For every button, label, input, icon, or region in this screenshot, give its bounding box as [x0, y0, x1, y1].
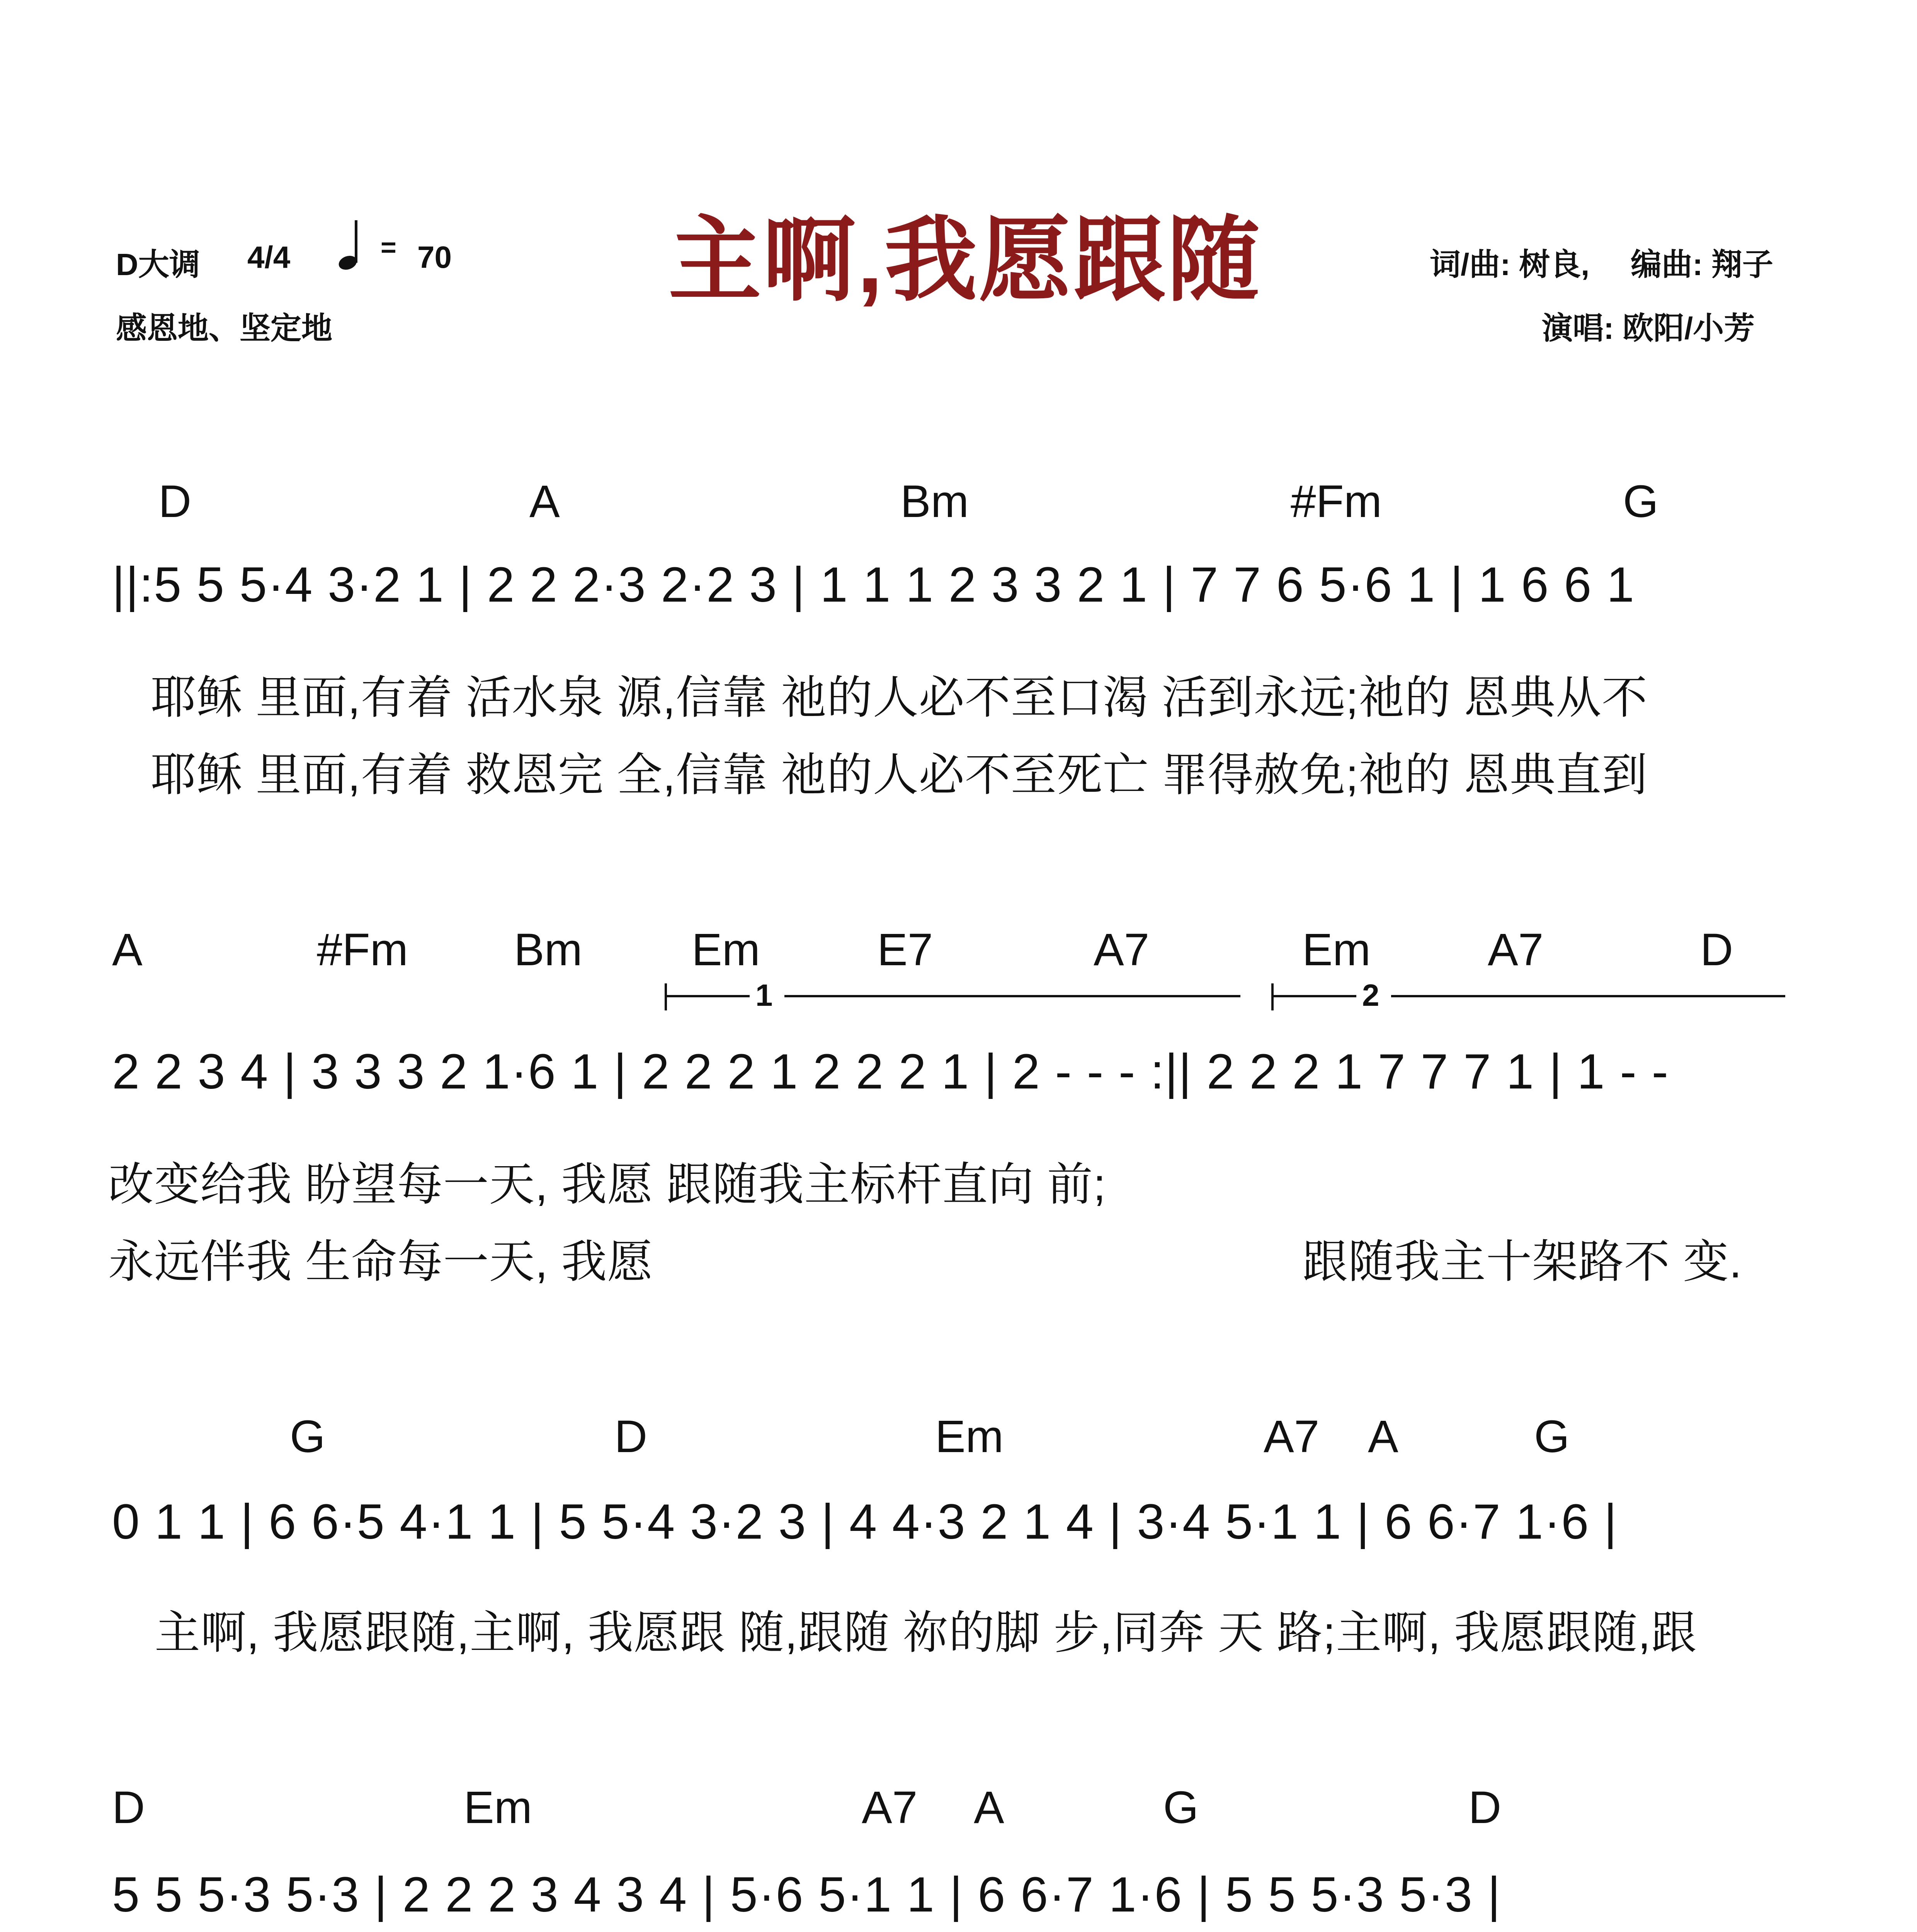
chord: D: [1468, 1782, 1502, 1833]
chord: Bm: [514, 924, 582, 975]
arranger: 编曲: 翔子: [1631, 247, 1773, 282]
quarter-note-icon: [336, 216, 367, 274]
chord: A7: [1488, 924, 1544, 975]
lyric-line: 跟随我主十架路不 变.: [1302, 1236, 1742, 1287]
chord: G: [1163, 1782, 1199, 1833]
style-marking: 感恩地、坚定地: [116, 311, 332, 345]
time-signature: 4/4: [247, 240, 291, 274]
notation-line: ||:5 5 5·4 3·2 1 | 2 2 2·3 2·2 3 | 1 1 1 2 3 3 2 1 | 7 7 6 5·6 1 | 1 6 6 1: [112, 557, 1635, 612]
lyric-line: 耶稣 里面,有着 活水泉 源,信靠 祂的人必不至口渴 活到永远;祂的 恩典从不: [151, 672, 1648, 723]
ending-bracket-1: [665, 995, 750, 997]
song-title: 主啊,我愿跟随: [668, 208, 1262, 312]
chord: #Fm: [317, 924, 408, 975]
chord: E7: [877, 924, 933, 975]
chord: Em: [692, 924, 760, 975]
tempo-equals: =: [381, 232, 396, 262]
chord: Em: [464, 1782, 532, 1833]
ending-bracket-2: [1391, 995, 1785, 997]
lyricist-composer: 词/曲: 树良,: [1430, 247, 1590, 282]
notation-line: 5 5 5·3 5·3 | 2 2 2 3 4 3 4 | 5·6 5·1 1 | 6 6·7 1·6 | 5 5 5·3 5·3 |: [112, 1867, 1501, 1922]
ending-bracket-1: [784, 995, 1240, 997]
chord: A7: [1264, 1411, 1320, 1462]
chord: G: [290, 1411, 325, 1462]
performer: 演唱: 欧阳/小芳: [1542, 311, 1755, 345]
chord: #Fm: [1291, 476, 1382, 527]
ending-number-1: 1: [755, 978, 773, 1012]
notation-line: 0 1 1 | 6 6·5 4·1 1 | 5 5·4 3·2 3 | 4 4·3 2 1 4 | 3·4 5·1 1 | 6 6·7 1·6 |: [112, 1494, 1618, 1549]
chord: G: [1623, 476, 1658, 527]
chord: Bm: [900, 476, 969, 527]
chord: A7: [862, 1782, 918, 1833]
lyric-line: 主啊, 我愿跟随,主啊, 我愿跟 随,跟随 祢的脚 步,同奔 天 路;主啊, 我愿跟随,跟: [155, 1607, 1697, 1658]
chord: D: [112, 1782, 145, 1833]
ending-number-2: 2: [1362, 978, 1379, 1012]
lyric-line: 永远伴我 生命每一天, 我愿: [108, 1236, 653, 1287]
chord: D: [614, 1411, 648, 1462]
chord: A7: [1094, 924, 1150, 975]
chord: D: [158, 476, 192, 527]
chord: G: [1534, 1411, 1570, 1462]
tempo-value: 70: [417, 240, 452, 274]
chord: A: [1368, 1411, 1398, 1462]
chord: Em: [935, 1411, 1004, 1462]
ending-bracket-2: [1271, 995, 1356, 997]
chord: Em: [1302, 924, 1371, 975]
notation-line: 2 2 3 4 | 3 3 3 2 1·6 1 | 2 2 2 1 2 2 2 1 | 2 - - - :|| 2 2 2 1 7 7 7 1 | 1 - -: [112, 1044, 1669, 1099]
lyric-line: 改变给我 盼望每一天, 我愿 跟随我主标杆直向 前;: [108, 1159, 1106, 1210]
chord: D: [1700, 924, 1733, 975]
chord: A: [974, 1782, 1004, 1833]
key-signature: D大调: [116, 247, 200, 282]
chord: A: [529, 476, 560, 527]
chord: A: [112, 924, 143, 975]
lyric-line: 耶稣 里面,有着 救恩完 全,信靠 祂的人必不至死亡 罪得赦免;祂的 恩典直到: [151, 750, 1648, 801]
